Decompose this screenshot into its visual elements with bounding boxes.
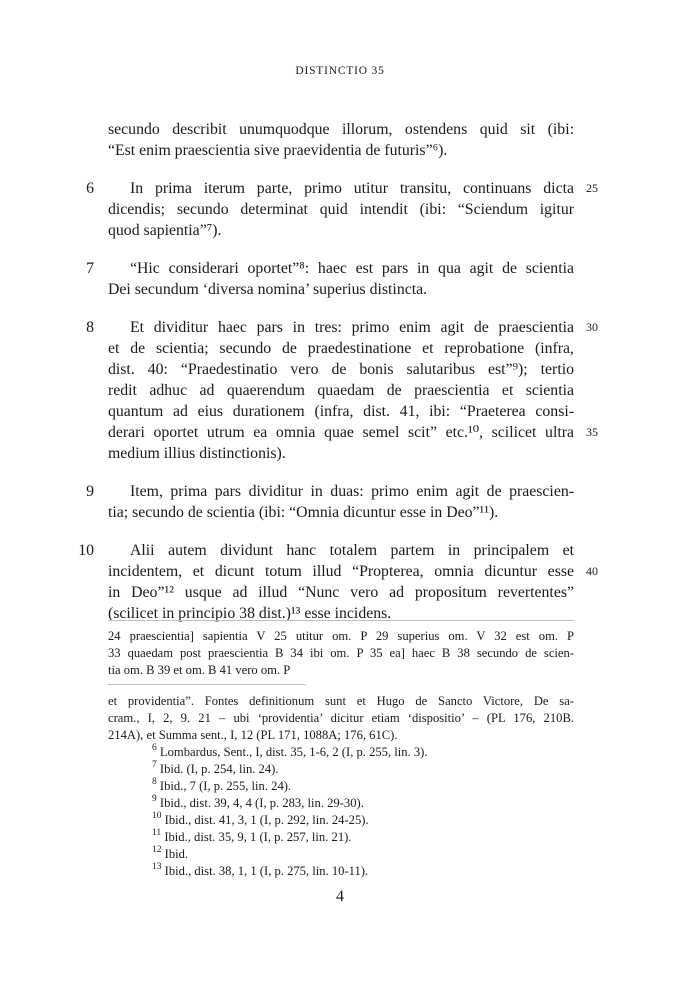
apparatus-line: 33 quaedam post praescientia B 34 ibi om. P 35 ea] haec B 38 secundo de scien- [108,646,574,660]
page-number: 4 [336,888,344,905]
footnote-number: 9 [152,794,157,804]
margin-line-number: 25 [586,181,598,195]
apparatus-rule [108,620,574,621]
text-line: dicendis; secundo determinat quid intendit (ibi: “Sciendum igitur [108,201,574,218]
footnote-text: Ibid., 7 (I, p. 255, lin. 24). [159,779,292,793]
margin-line-number: 30 [586,320,598,334]
footnote-number: 10 [152,811,162,821]
footnotes [108,693,574,880]
margin-line-number: 40 [586,564,598,578]
paragraph-number: 8 [86,319,94,336]
text-line: Et dividitur haec pars in tres: primo enim agit de praescientia [130,319,574,336]
footnote [108,795,574,812]
paragraph-number: 7 [86,260,94,277]
text-line: incidentem, et dicunt totum illud “Propterea, omnia dicuntur esse [108,563,574,580]
footnote-continuation-line: et providentia”. Fontes definitionum sunt et Hugo de Sancto Victore, De sa- [108,694,574,708]
paragraph-7 [108,258,574,300]
text-line: Dei secundum ‘diversa nomina’ superius distincta. [108,281,428,298]
text-line: (scilicet in principio 38 dist.)¹³ esse incidens. [108,605,392,622]
critical-apparatus [108,628,574,679]
footnote-text: Ibid., dist. 41, 3, 1 (I, p. 292, lin. 24-25). [164,813,369,827]
footnote [108,863,574,880]
footnote-number: 6 [152,743,157,753]
text-line: In prima iterum parte, primo utitur transitu, continuans dicta [130,180,574,197]
text-line: et de scientia; secundo de praedestinatione et reprobatione (infra, [108,340,574,357]
text-line: redit adhuc ad quaerendum quaedam de praescientia et scientia [108,382,574,399]
footnote-number: 12 [152,845,162,855]
footnote [108,778,574,795]
apparatus-line: 24 praescientia] sapientia V 25 utitur om. P 29 superius om. V 32 est om. P [108,629,574,643]
paragraph-number: 6 [86,180,94,197]
text-line: tia; secundo de scientia (ibi: “Omnia dicuntur esse in Deo”¹¹). [108,504,499,521]
paragraph-9 [108,481,574,523]
apparatus-line: tia om. B 39 et om. B 41 vero om. P [108,663,291,677]
text-line: Alii autem dividunt hanc totalem partem in principalem et [130,542,574,559]
text-line: medium illius distinctionis). [108,445,286,462]
footnote [108,744,574,761]
footnote-number: 8 [152,777,157,787]
footnote [108,761,574,778]
text-line: dist. 40: “Praedestinatio vero de bonis salutaribus est”⁹); tertio [108,361,574,378]
footnote-continuation-line: 214A), et Summa sent., I, 12 (PL 171, 1088A; 176, 61C). [108,728,398,742]
text-line: Item, prima pars dividitur in duas: primo enim agit de praescien- [130,483,574,500]
paragraph-8 [108,317,574,464]
footnote-text: Ibid., dist. 38, 1, 1 (I, p. 275, lin. 10-11). [164,864,369,878]
footnote-text: Ibid. (I, p. 254, lin. 24). [159,762,279,776]
text-line: “Est enim praescientia sive praevidentia de futuris”⁶). [108,142,448,159]
footnote-number: 11 [152,828,162,838]
footnote-text: Ibid., dist. 35, 9, 1 (I, p. 257, lin. 21). [164,830,352,844]
footnote-rule [108,684,306,685]
text-line: quod sapientia”⁷). [108,222,222,239]
footnote [108,846,574,863]
margin-line-number: 35 [586,425,598,439]
footnote-number: 13 [152,862,162,872]
footnote-text: Lombardus, Sent., I, dist. 35, 1-6, 2 (I, p. 255, lin. 3). [159,745,428,759]
text-line: secundo describit unumquodque illorum, ostendens quid sit (ibi: [108,121,574,138]
paragraph-6 [108,178,574,241]
footnote-continuation-line: cram., I, 2, 9. 21 – ubi ‘providentia’ dicitur etiam ‘dispositio’ – (PL 176, 210B. [108,711,574,725]
text-line: “Hic considerari oportet”⁸: haec est pars in qua agit de scientia [130,260,574,277]
paragraph-number: 9 [86,483,94,500]
text-line: quantum ad eius durationem (infra, dist. 41, ibi: “Praeterea consi- [108,403,574,420]
text-line: in Deo”¹² usque ad illud “Nunc vero ad propositum revertentes” [108,584,574,601]
footnote-text: Ibid., dist. 39, 4, 4 (I, p. 283, lin. 29-30). [159,796,364,810]
footnote-number: 7 [152,760,157,770]
paragraph-number: 10 [78,542,94,559]
running-header: DISTINCTIO 35 [295,65,385,77]
footnote [108,812,574,829]
paragraph-continuation [108,119,574,161]
text-line: derari oportet utrum ea omnia quae semel scit” etc.¹⁰, scilicet ultra [108,424,574,441]
footnote [108,829,574,846]
paragraph-10 [108,540,574,624]
footnote-text: Ibid. [164,847,189,861]
